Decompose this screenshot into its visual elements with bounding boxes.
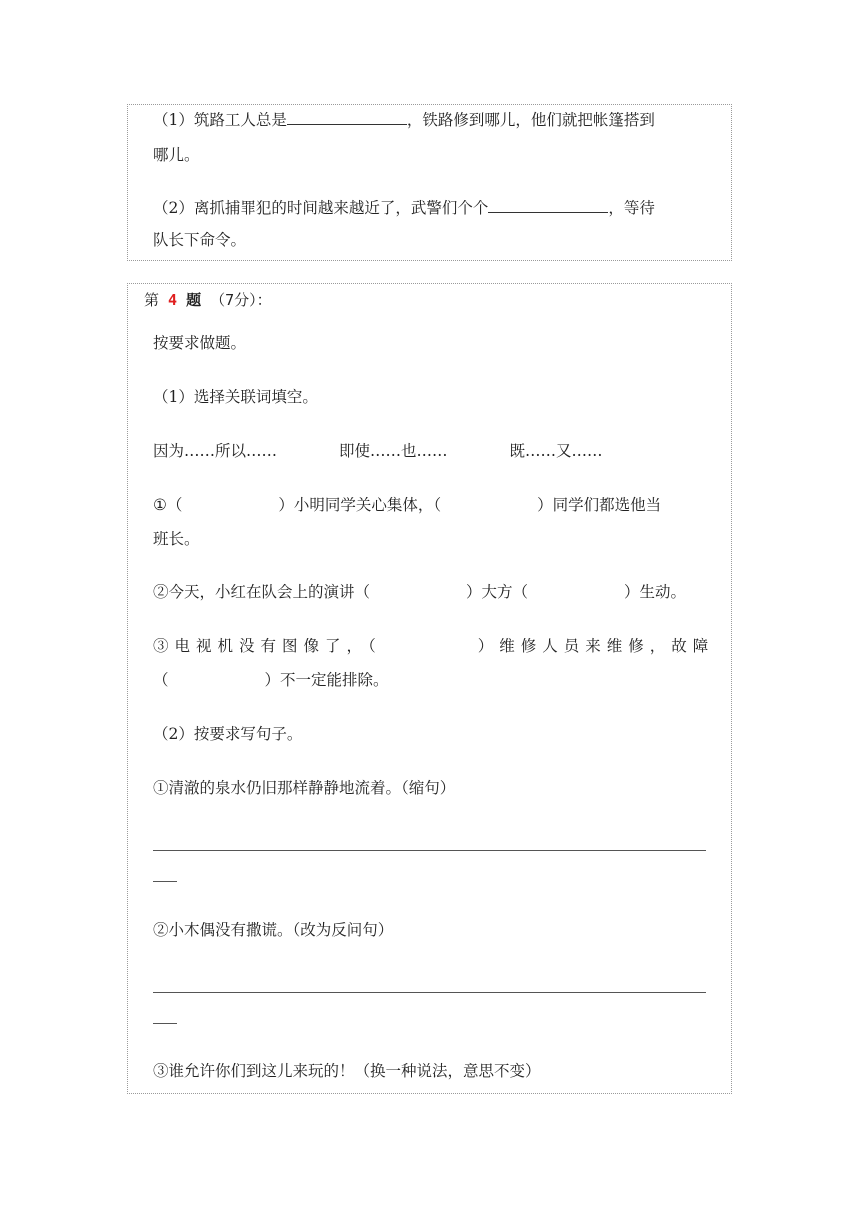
- q3-part2-suffix: ，等待: [608, 199, 655, 217]
- answer-line-1-tail[interactable]: [153, 881, 177, 882]
- q4-part1-title: （1）选择关联词填空。: [153, 388, 318, 406]
- answer-line-2-tail[interactable]: [153, 1023, 177, 1024]
- s2-part-a: ②今天，小红在队会上的演讲（: [153, 583, 371, 601]
- s2-part-b: ）大方（: [466, 583, 529, 601]
- q3-part1-line1: [153, 110, 655, 130]
- question-number: 4: [168, 291, 178, 309]
- question-label-suffix: 题: [186, 291, 202, 309]
- fill-sentence-1-line2: 班长。: [153, 530, 200, 548]
- q3-part2-blank[interactable]: [488, 198, 608, 213]
- answer-line-2[interactable]: [153, 992, 706, 993]
- s1-part-b: ）小明同学关心集体，（: [278, 496, 442, 514]
- s3-line2-open: （: [153, 671, 169, 689]
- s2-part-c: ）生动。: [624, 583, 687, 601]
- rewrite-task-3: ③谁允许你们到这儿来玩的！（换一种说法，意思不变）: [153, 1062, 541, 1080]
- answer-line-1[interactable]: [153, 850, 706, 851]
- q3-part1-blank[interactable]: [287, 110, 407, 125]
- question-3-parts-box: [127, 104, 732, 261]
- s3-line2-rest: ）不一定能排除。: [264, 671, 389, 689]
- option-yinwei-suoyi: 因为……所以……: [153, 442, 278, 460]
- q3-part1-line2: 哪儿。: [153, 146, 200, 164]
- q4-part2-title: （2）按要求写句子。: [153, 725, 303, 743]
- q3-part2-prefix: （2）离抓捕罪犯的时间越来越近了，武警们个个: [153, 199, 489, 217]
- question-4-box: [127, 283, 732, 1094]
- question-score: （7分）：: [210, 291, 272, 309]
- rewrite-task-1: ①清澈的泉水仍旧那样静静地流着。（缩句）: [153, 779, 456, 797]
- s3-part-a: ③电视机没有图像了，（: [153, 637, 382, 655]
- q4-instruction: 按要求做题。: [153, 334, 247, 352]
- option-ji-you: 既……又……: [509, 442, 603, 460]
- option-jishi-ye: 即使……也……: [339, 442, 448, 460]
- fill-sentence-1-line1: [153, 495, 661, 515]
- s1-part-c: ）同学们都选他当: [537, 496, 662, 514]
- q3-part1-suffix: ，铁路修到哪儿，他们就把帐篷搭到: [406, 111, 655, 129]
- s1-part-a: ①（: [153, 496, 183, 514]
- question-4-header: [144, 290, 272, 310]
- fill-sentence-3-line2: [153, 670, 389, 690]
- fill-sentence-2: [153, 582, 686, 602]
- q3-part1-prefix: （1）筑路工人总是: [153, 111, 287, 129]
- fill-sentence-3-line1: [153, 636, 714, 656]
- s3-part-b: ）维修人员来维修，故障: [477, 637, 715, 655]
- q3-part2-line1: [153, 198, 655, 218]
- q3-part2-line2: 队长下命令。: [153, 231, 247, 249]
- conjunction-options: [153, 441, 603, 461]
- rewrite-task-2: ②小木偶没有撒谎。（改为反问句）: [153, 921, 394, 939]
- question-label-prefix: 第: [144, 291, 160, 309]
